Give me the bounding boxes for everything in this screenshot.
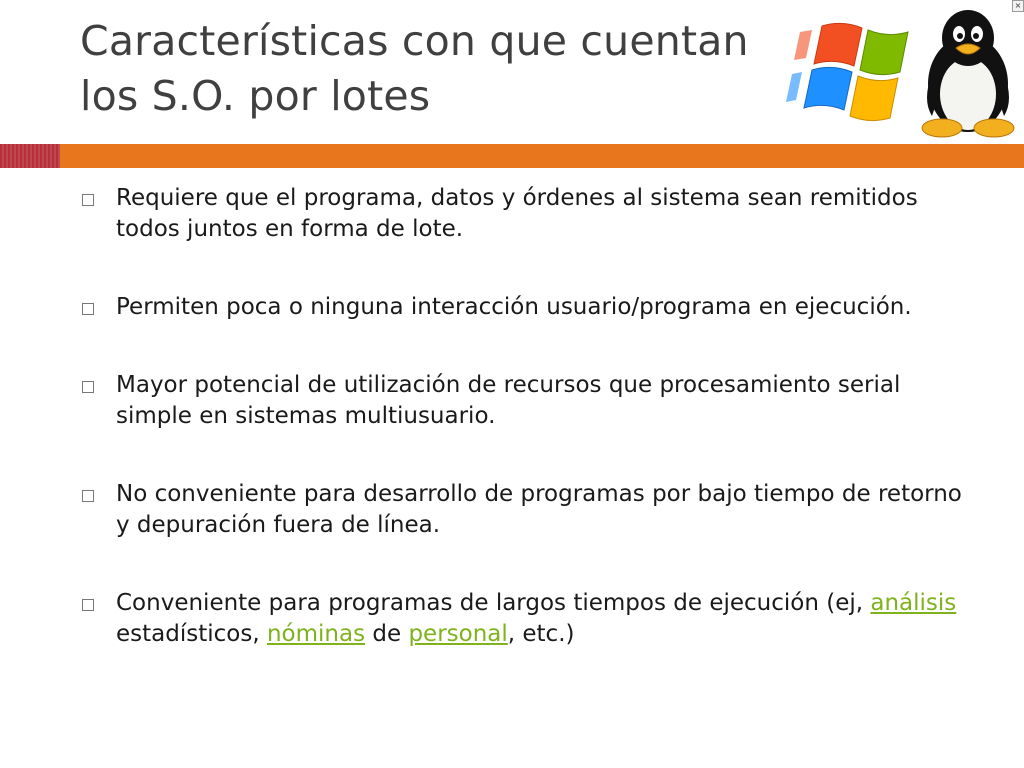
link-personal[interactable]: personal bbox=[408, 621, 508, 647]
bullet-text: Permiten poca o ninguna interacción usuario/programa en ejecución. bbox=[116, 294, 912, 320]
bullet-text-mid2: de bbox=[365, 621, 409, 647]
bullet-text-after: , etc.) bbox=[507, 621, 575, 647]
slide-title bbox=[80, 14, 780, 124]
bullet-text: Mayor potencial de utilización de recursos que procesamiento serial simple en sistemas multiusuario. bbox=[116, 372, 901, 429]
title-accent-bar-red bbox=[0, 144, 60, 168]
bullet-text: No conveniente para desarrollo de programas por bajo tiempo de retorno y depuración fuera de línea. bbox=[116, 481, 962, 538]
bullet-text-before: Conveniente para programas de largos tiempos de ejecución (ej, bbox=[116, 590, 871, 616]
bullet-square-icon bbox=[82, 381, 94, 393]
slide-title-line1: Características con que cuentan bbox=[80, 17, 749, 65]
bullet-item bbox=[80, 183, 980, 245]
bullet-square-icon bbox=[82, 490, 94, 502]
link-nominas[interactable]: nóminas bbox=[266, 621, 366, 647]
title-accent-bar-orange bbox=[60, 144, 1024, 168]
bullet-square-icon bbox=[82, 599, 94, 611]
close-icon[interactable]: × bbox=[1012, 0, 1024, 12]
slide-title-line2: los S.O. por lotes bbox=[80, 72, 431, 120]
bullet-item bbox=[80, 479, 980, 541]
bullet-text: Requiere que el programa, datos y órdenes al sistema sean remitidos todos juntos en forma de lote. bbox=[116, 185, 918, 242]
bullet-square-icon bbox=[82, 194, 94, 206]
link-analisis[interactable]: análisis bbox=[870, 590, 957, 616]
bullet-square-icon bbox=[82, 303, 94, 315]
bullet-item bbox=[80, 588, 980, 650]
windows-logo-icon bbox=[786, 23, 908, 120]
bullet-item bbox=[80, 370, 980, 432]
logo-area bbox=[780, 0, 1024, 142]
bullet-list bbox=[80, 183, 980, 697]
bullet-text-mid1: estadísticos, bbox=[116, 621, 267, 647]
logo-graphics bbox=[780, 0, 1024, 142]
tux-penguin-icon bbox=[922, 10, 1014, 137]
bullet-item bbox=[80, 292, 980, 323]
